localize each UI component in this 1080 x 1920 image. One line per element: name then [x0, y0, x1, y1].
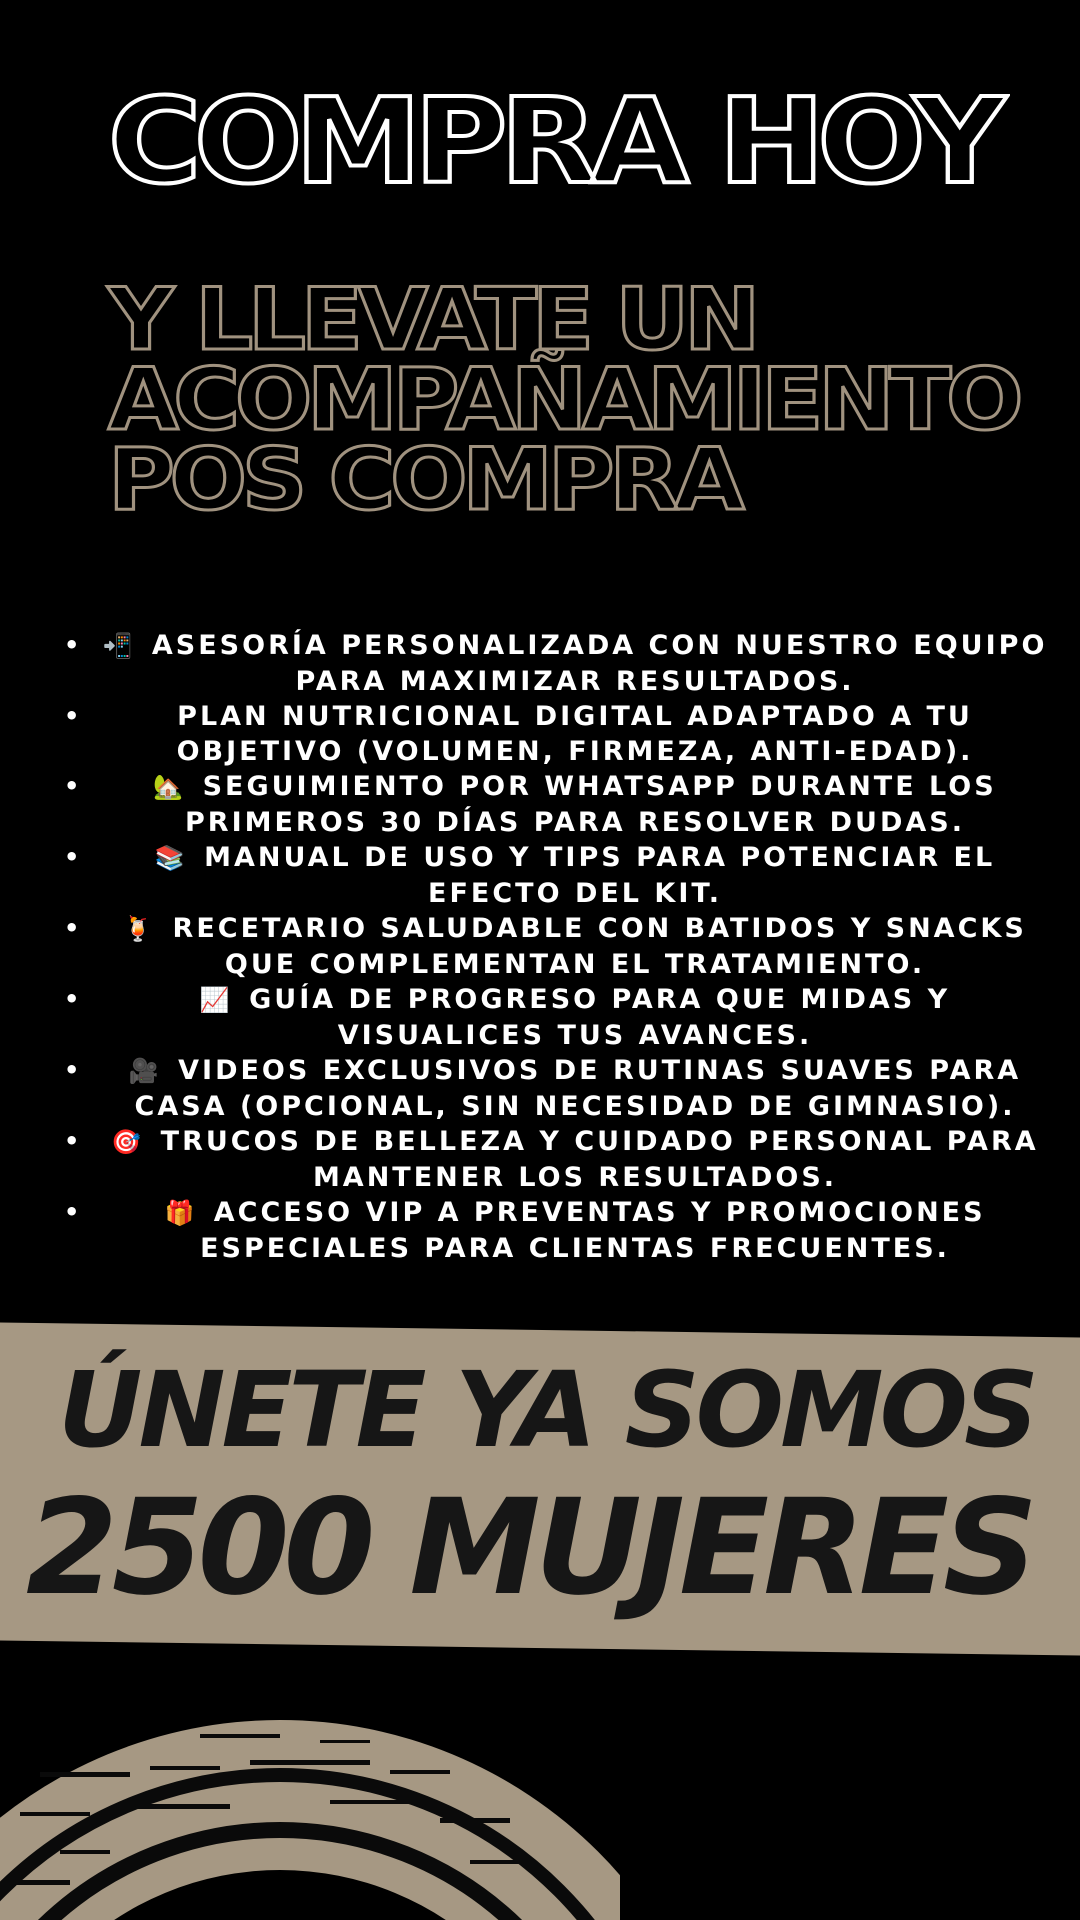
bullet-icon: • [64, 702, 83, 730]
subheadline-line: POS COMPRA [108, 430, 740, 530]
benefit-item [60, 699, 1050, 769]
benefit-item [60, 769, 1050, 840]
benefit-item [60, 628, 1050, 699]
banner-line-2: 2500 MUJERES [26, 1471, 1033, 1625]
phone-icon: 📲 [102, 632, 136, 660]
benefits-list [60, 628, 1050, 1266]
gift-icon: 🎁 [164, 1199, 198, 1227]
bullet-icon: • [64, 1198, 83, 1226]
subheadline [108, 270, 1019, 530]
bullet-icon: • [64, 772, 83, 800]
bullet-icon: • [64, 1127, 83, 1155]
subheadline-line: ACOMPAÑAMIENTO [108, 350, 1019, 450]
benefit-text: SEGUIMIENTO POR WHATSAPP DURANTE LOS PRIMEROS 30 DÍAS PARA RESOLVER DUDAS. [185, 771, 997, 838]
bullet-icon: • [64, 1056, 83, 1084]
benefit-item [60, 1053, 1050, 1124]
chart-up-icon: 📈 [199, 986, 233, 1014]
bullet-icon: • [64, 985, 83, 1013]
benefit-text: TRUCOS DE BELLEZA Y CUIDADO PERSONAL PARA MANTENER LOS RESULTADOS. [160, 1126, 1039, 1193]
drink-icon: 🍹 [123, 915, 157, 943]
banner-line-1: ÚNETE YA SOMOS [58, 1349, 1035, 1471]
house-icon: 🏡 [153, 773, 187, 801]
benefit-text: ACCESO VIP A PREVENTAS Y PROMOCIONES ESPECIALES PARA CLIENTAS FRECUENTES. [200, 1197, 986, 1264]
benefit-text: GUÍA DE PROGRESO PARA QUE MIDAS Y VISUALICES TUS AVANCES. [249, 984, 951, 1051]
bullet-icon: • [64, 914, 83, 942]
bullet-icon: • [64, 631, 83, 659]
decorative-rings [0, 1700, 620, 1920]
benefit-item [60, 1195, 1050, 1266]
benefit-text: RECETARIO SALUDABLE CON BATIDOS Y SNACKS QUE COMPLEMENTAN EL TRATAMIENTO. [172, 913, 1027, 980]
benefit-item [60, 982, 1050, 1053]
subheadline-line: Y LLEVATE UN [108, 270, 755, 370]
benefit-text: VIDEOS EXCLUSIVOS DE RUTINAS SUAVES PARA CASA (OPCIONAL, SIN NECESIDAD DE GIMNASIO). [134, 1055, 1022, 1122]
books-icon: 📚 [154, 844, 188, 872]
benefit-item [60, 840, 1050, 911]
video-camera-icon: 🎥 [128, 1057, 162, 1085]
target-icon: 🎯 [111, 1128, 145, 1156]
benefit-item [60, 1124, 1050, 1195]
benefit-text: MANUAL DE USO Y TIPS PARA POTENCIAR EL EFECTO DEL KIT. [204, 842, 996, 909]
benefit-text: PLAN NUTRICIONAL DIGITAL ADAPTADO A TU OBJETIVO (VOLUMEN, FIRMEZA, ANTI-EDAD). [176, 701, 974, 767]
benefit-item [60, 911, 1050, 982]
bullet-icon: • [64, 843, 83, 871]
headline: COMPRA HOY [108, 72, 999, 210]
benefit-text: ASESORÍA PERSONALIZADA CON NUESTRO EQUIPO PARA MAXIMIZAR RESULTADOS. [151, 630, 1048, 697]
